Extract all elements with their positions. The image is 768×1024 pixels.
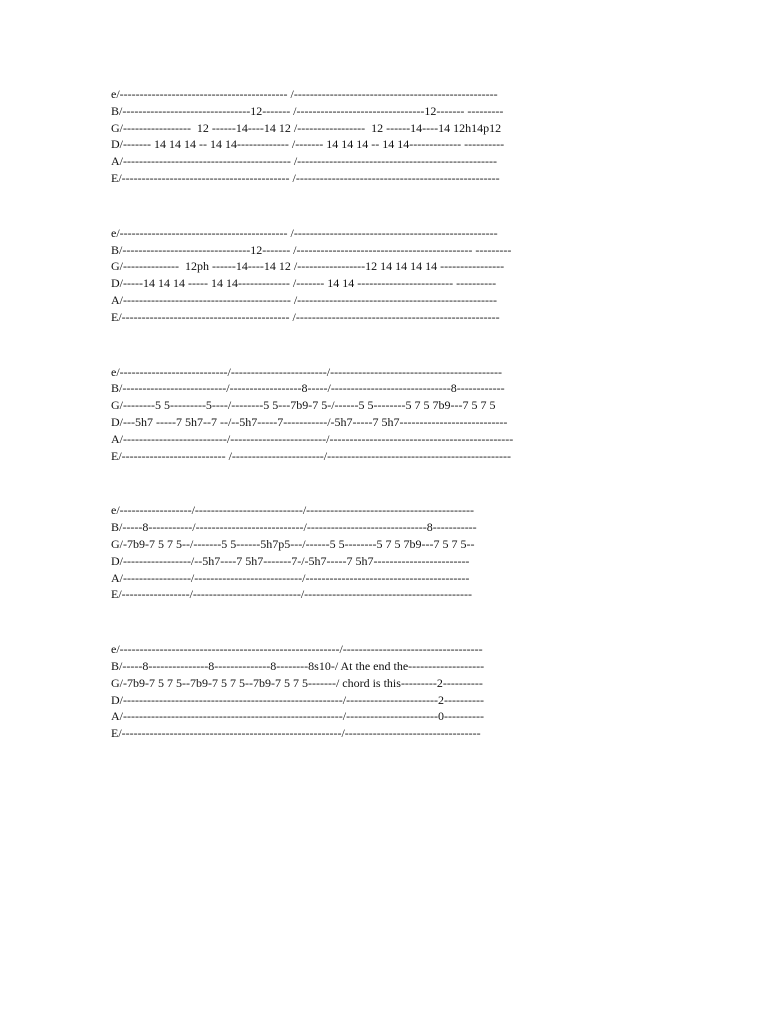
tab-block-2 [111, 225, 751, 326]
tab-block-4 [111, 502, 751, 603]
tab-line-e: e/---------------------------/------------------------/------------------------------------------- [111, 364, 502, 379]
tab-line-D: D/-----------------/--5h7----7 5h7-------7-/-5h7-----7 5h7------------------------ [111, 553, 470, 568]
tab-line-A: A/------------------------------------------ /-------------------------------------------------- [111, 154, 497, 169]
tab-line-A: A/-----------------/---------------------------/----------------------------------------- [111, 570, 470, 585]
tab-line-e: e/------------------------------------------ /--------------------------------------------------- [111, 225, 498, 240]
tab-line-D: D/------- 14 14 14 -- 14 14------------- /------- 14 14 14 -- 14 14------------- ---------- [111, 137, 505, 152]
tab-line-A: A/-------------------------------------------------------/-----------------------0---------- [111, 709, 484, 724]
tab-line-D: D/-----14 14 14 ----- 14 14------------- /------- 14 14 ------------------------ ---------- [111, 276, 497, 291]
tab-line-B: B/--------------------------------12------- /--------------------------------12------- --------- [111, 103, 504, 118]
tab-line-G: G/-7b9-7 5 7 5--7b9-7 5 7 5--7b9-7 5 7 5-------/ chord is this---------2---------- [111, 675, 483, 690]
tab-line-E: E/-------------------------- /-----------------------/---------------------------------------------- [111, 448, 511, 463]
tab-line-A: A/--------------------------/------------------------/---------------------------------------------- [111, 431, 514, 446]
tab-line-G: G/-7b9-7 5 7 5--/-------5 5------5h7p5---/------5 5--------5 7 5 7b9---7 5 7 5-- [111, 536, 475, 551]
tab-line-G: G/----------------- 12 ------14----14 12 /----------------- 12 ------14----14 12h14p12 [111, 120, 502, 135]
tab-line-E: E/------------------------------------------ /--------------------------------------------------- [111, 309, 500, 324]
tablature-document [111, 86, 751, 780]
tab-line-G: G/--------5 5---------5----/--------5 5---7b9-7 5-/------5 5--------5 7 5 7b9---7 5 7 5 [111, 398, 496, 413]
tab-line-D: D/-------------------------------------------------------/-----------------------2---------- [111, 692, 484, 707]
tab-line-E: E/------------------------------------------ /--------------------------------------------------- [111, 170, 500, 185]
tab-block-1 [111, 86, 751, 187]
tab-block-3 [111, 364, 751, 465]
tab-line-B: B/--------------------------/------------------8-----/------------------------------8------------ [111, 381, 505, 396]
tab-line-e: e/-------------------------------------------------------/----------------------------------- [111, 642, 483, 657]
tab-line-E: E/-------------------------------------------------------/---------------------------------- [111, 726, 481, 741]
tab-line-G: G/-------------- 12ph ------14----14 12 /-----------------12 14 14 14 14 ---------------- [111, 259, 505, 274]
tab-line-A: A/------------------------------------------ /-------------------------------------------------- [111, 292, 497, 307]
tab-line-e: e/------------------------------------------ /--------------------------------------------------- [111, 87, 498, 101]
tab-line-E: E/-----------------/---------------------------/------------------------------------------ [111, 587, 472, 602]
tab-line-B: B/--------------------------------12------- /-------------------------------------------- --------- [111, 242, 512, 257]
tab-block-5 [111, 641, 751, 742]
tab-line-e: e/------------------/---------------------------/------------------------------------------ [111, 503, 474, 518]
tab-line-D: D/---5h7 -----7 5h7--7 --/--5h7-----7-----------/-5h7-----7 5h7--------------------------- [111, 414, 508, 429]
tab-line-B: B/-----8---------------8--------------8--------8s10-/ At the end the------------------- [111, 658, 485, 673]
tab-line-B: B/-----8-----------/---------------------------/------------------------------8----------- [111, 520, 477, 535]
